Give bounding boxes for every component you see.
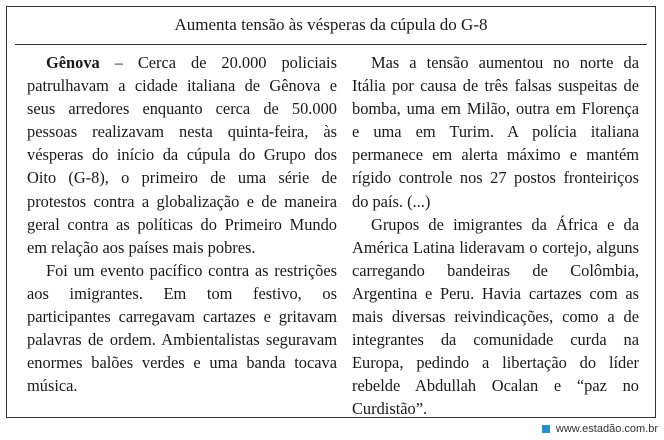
article-column-right [352, 51, 639, 421]
article-headline: Aumenta tensão às vésperas da cúpula do G-8 [174, 15, 488, 34]
paragraph-1-text: – Cerca de 20.000 policiais patrulhavam a cidade italiana de Gênova e seus arredores enquanto cerca de 50.000 pessoas realizavam nesta quinta-feira, às vésperas do início da cúpula do Grupo dos Oito (G-8), o primeiro de uma série de protestos contra a globalização e de maneira geral contra as políticas do Primeiro Mundo em relação aos países mais pobres. [27, 53, 337, 257]
source-credit [542, 422, 658, 436]
headline-divider [15, 44, 647, 45]
paragraph-4: Grupos de imigrantes da África e da América Latina lideravam o cortejo, alguns carregando bandeiras de Colômbia, Argentina e Peru. Havia cartazes com as mais diversas reivindicações, como a de integrantes da comunidade curda na Europa, pedindo a libertação do líder rebelde Abdullah Ocalan e “paz no Curdistão”. [352, 214, 639, 419]
article-column-left [27, 51, 337, 397]
square-bullet-icon [542, 425, 550, 433]
paragraph-3: Mas a tensão aumentou no norte da Itália por causa de três falsas suspeitas de bomba, uma em Milão, outra em Florença e uma em Turim. A polícia italiana permanece em alerta máximo e mantém rígido controle nos 27 postos fronteiriços do país. (...) [352, 53, 639, 211]
paragraph-1 [27, 51, 337, 259]
dateline: Gênova [46, 53, 100, 72]
source-url: www.estadão.com.br [555, 423, 658, 435]
paragraph-2: Foi um evento pacífico contra as restrições aos imigrantes. Em tom festivo, os participantes carregavam cartazes e gritavam palavras de ordem. Ambientalistas seguravam enormes balões verdes e uma banda tocava música. [27, 260, 337, 396]
news-article-box [6, 6, 656, 418]
